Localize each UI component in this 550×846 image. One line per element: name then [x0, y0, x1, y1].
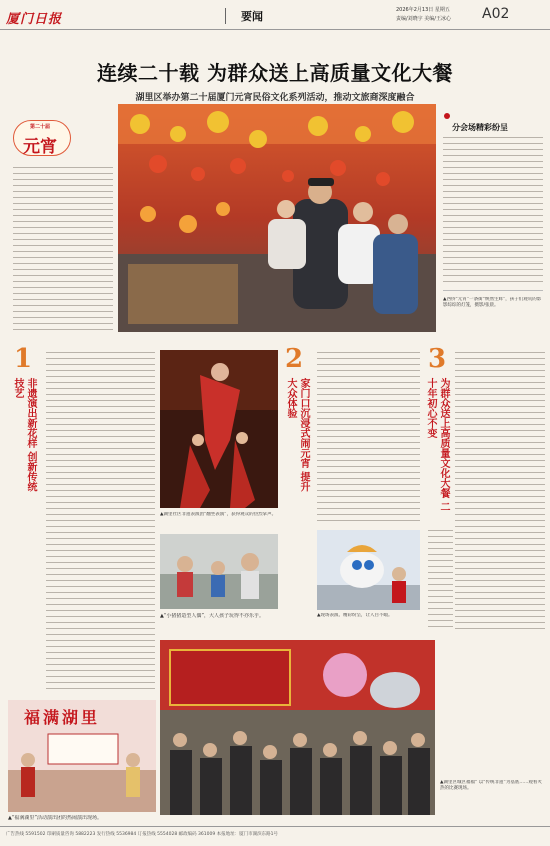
main-photo: [118, 104, 436, 332]
page-number: A02: [482, 6, 510, 22]
crowd-photo: [160, 640, 435, 815]
footer-info: 广告热线 5591502 印刷质量咨询 5882223 发行热线 5536984 订报热线 5554028 邮政编码 361009 本报地址：厦门市湖滨东路1号: [6, 832, 279, 837]
sidebar-text: [443, 135, 543, 283]
main-headline: 连续二十载 为群众送上高质量文化大餐: [97, 61, 453, 85]
section-2-text: [317, 350, 420, 525]
sidebar-divider: [443, 290, 543, 291]
sidebar-title: 分会场精彩纷呈: [452, 123, 508, 132]
section-2-title: 家门口沉浸式闹元宵 提升大众体验: [285, 378, 309, 492]
headline-subtitle: 湖里区举办第二十届厦门元宵民俗文化系列活动，推动文旅商深度融合: [135, 93, 415, 103]
fuman-banner-text: 福满湖里: [24, 708, 101, 727]
acrobat-caption: ▲湖里社区非遗表演团“翻坐表演”，获得观众的热烈掌声。: [160, 512, 277, 517]
crowd-photo-graphic: [160, 640, 435, 815]
footer-rule: [0, 826, 550, 827]
section-2-number: 2: [285, 344, 304, 374]
yuanxiao-badge: [13, 120, 71, 156]
section-label: 要闻: [241, 10, 263, 23]
kids-photo: [160, 534, 278, 609]
lantern-market-photo: [118, 104, 436, 332]
kids-caption: ▲“小猪猪造型人偶”，大人孩子玩得不亦乐乎。: [160, 613, 265, 619]
acrobat-photo-graphic: [160, 350, 278, 508]
section-1-text: [46, 350, 155, 690]
section-3-title: 为群众送上高质量文化大餐 二十年初心不变: [425, 378, 449, 512]
newspaper-logo: 厦门日报: [6, 12, 63, 27]
masthead: [0, 0, 550, 30]
lion-dance-caption: ▲现场表演、精彩纷呈，让人目不暇。: [317, 613, 393, 618]
intro-text: [13, 165, 113, 330]
lion-dance-graphic: [317, 530, 420, 610]
page-editors: 责编/刘晓宇 美编/王冰心: [396, 16, 451, 22]
fuman-caption: ▲“福满湖里”活动演出团的热闹演出现场。: [8, 815, 103, 821]
section-1-title: 非遗演出新花样 创新传统技艺: [12, 378, 36, 492]
section-3-text: [455, 350, 545, 630]
section-1-number: 1: [14, 344, 33, 374]
issue-date: 2026年2月13日 星期五: [396, 7, 450, 13]
badge-top-text: 第二十届: [30, 124, 51, 130]
badge-main-text: 元宵: [23, 137, 57, 157]
crowd-caption: ▲湖里区城区福福“ 以“传统非遗”为基底……观看火热的比赛现场。: [440, 780, 542, 791]
section-divider: [225, 8, 226, 24]
acrobat-photo: [160, 350, 278, 508]
main-photo-caption: ▲西侨“元宵”一条街“焕然生辉”，孩子们观赏的影影综综的灯笼，摄影/张晨。: [443, 297, 542, 308]
section-3-text-lower: [428, 528, 453, 630]
section-3-number: 3: [428, 344, 447, 374]
kids-photo-graphic: [160, 534, 278, 609]
lion-dance-photo: [317, 530, 420, 610]
sidebar-icon: [444, 113, 450, 119]
